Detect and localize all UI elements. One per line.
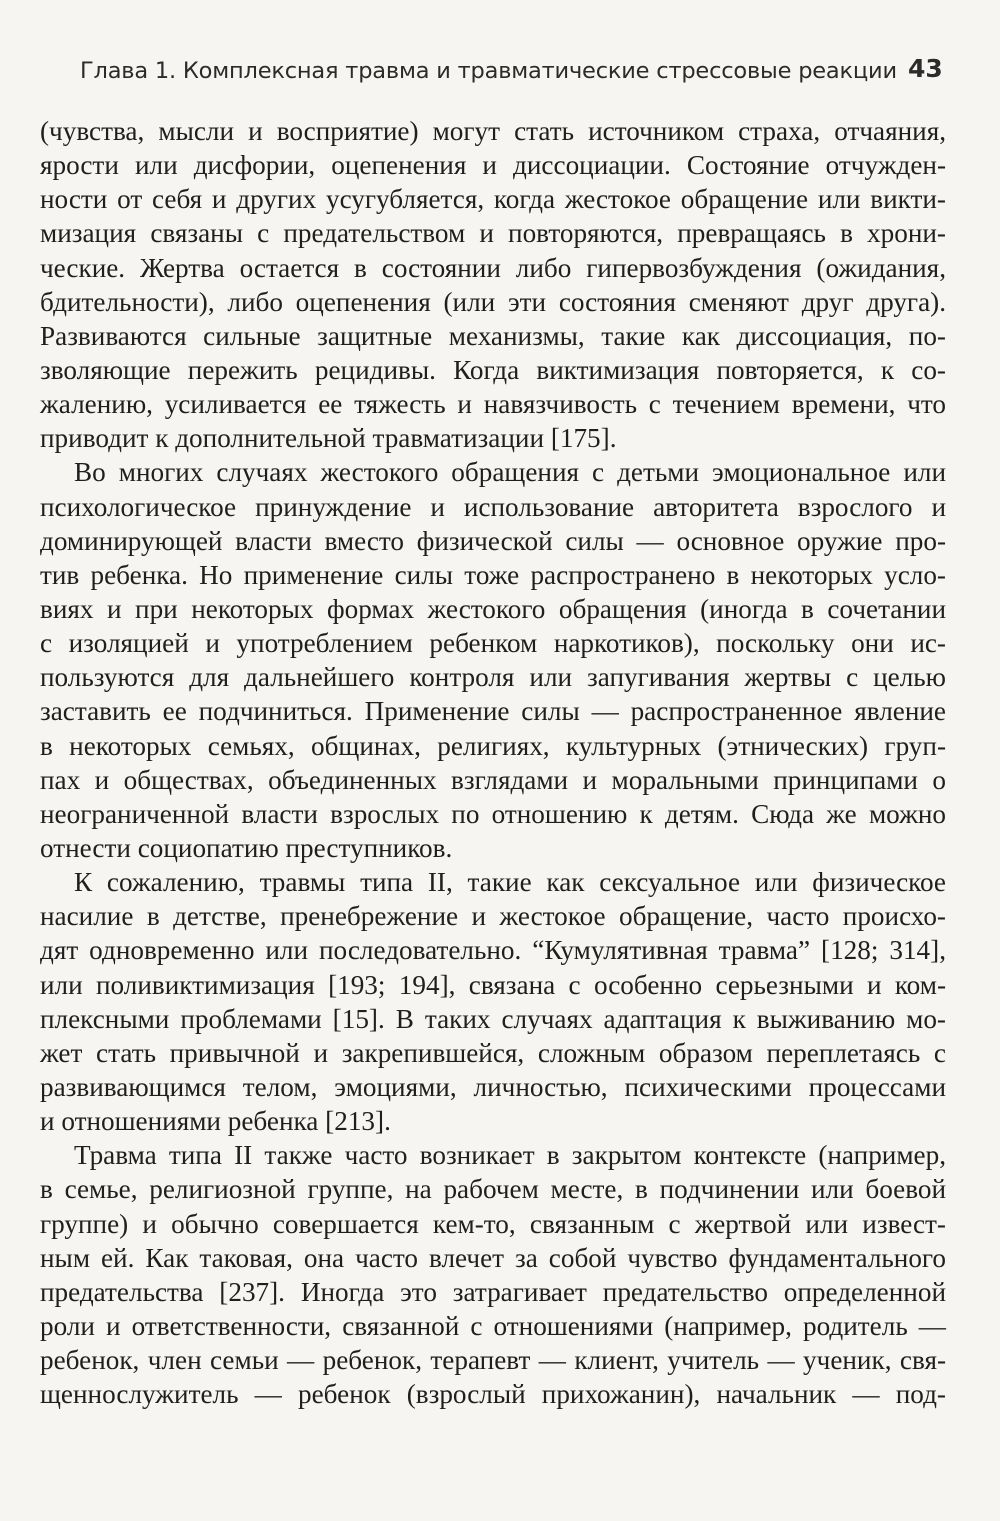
paragraph-2 [40,455,946,865]
text-line: ярости или дисфории, оцепенения и диссоциации. Состояние отчужден- [40,150,946,181]
text-line: ности от себя и других усугубляется, когда жестокое обращение или викти- [40,184,946,215]
text-line: щеннослужитель — ребенок (взрослый прихожанин), начальник — под- [40,1379,946,1410]
page-number: 43 [908,54,943,83]
text-line: дят одновременно или последовательно. “Кумулятивная травма” [128; 314], [40,935,946,966]
paragraph-3 [40,865,946,1138]
text-line: Во многих случаях жестокого обращения с детьми эмоциональное или [74,457,946,488]
text-line: с изоляцией и употреблением ребенком наркотиков), поскольку они ис- [40,628,946,659]
text-line: Травма типа II также часто возникает в закрытом контексте (например, [74,1140,946,1171]
text-line: неограниченной власти взрослых по отношению к детям. Сюда же можно [40,798,946,829]
text-line: роли и ответственности, связанной с отношениями (например, родитель — [40,1310,946,1341]
body-text [40,114,946,1411]
text-line: пользуются для дальнейшего контроля или запугивания жертвы с целью [40,662,946,693]
text-line: бдительности), либо оцепенения (или эти состояния сменяют друг друга). [40,286,946,317]
text-line: приводит к дополнительной травматизации [175]. [40,423,617,454]
text-line: насилие в детстве, пренебрежение и жестокое обращение, часто происхо- [40,901,946,932]
text-line: Развиваются сильные защитные механизмы, такие как диссоциация, по- [40,320,946,351]
text-line: тив ребенка. Но применение силы тоже распространено в некоторых усло- [40,559,946,590]
text-line: в некоторых семьях, общинах, религиях, культурных (этнических) груп- [40,730,946,761]
text-line: виях и при некоторых формах жестокого обращения (иногда в сочетании [40,593,946,624]
paragraph-1 [40,114,946,455]
text-line: плексными проблемами [15]. В таких случаях адаптация к выживанию мо- [40,1003,946,1034]
text-line: заставить ее подчиниться. Применение силы — распространенное явление [40,696,946,727]
text-line: жет стать привычной и закрепившейся, сложным образом переплетаясь с [40,1037,946,1068]
text-line: ным ей. Как таковая, она часто влечет за собой чувство фундаментального [40,1242,946,1273]
text-line: (чувства, мысли и восприятие) могут стать источником страха, отчаяния, [40,116,946,146]
text-line: пах и обществах, объединенных взглядами и моральными принципами о [40,764,946,795]
text-line: К сожалению, травмы типа II, такие как сексуальное или физическое [74,867,946,898]
text-line: предательства [237]. Иногда это затрагивает предательство определенной [40,1276,946,1307]
text-line: отнести социопатию преступников. [40,832,453,863]
text-line: доминирующей власти вместо физической силы — основное оружие про- [40,525,946,556]
text-line: ческие. Жертва остается в состоянии либо гипервозбуждения (ожидания, [40,252,946,283]
text-line: мизация связаны с предательством и повторяются, превращаясь в хрони- [40,218,946,249]
text-line: развивающимся телом, эмоциями, личностью, психическими процессами [40,1071,946,1102]
text-line: психологическое принуждение и использование авторитета взрослого и [40,491,946,522]
text-line: зволяющие пережить рецидивы. Когда виктимизация повторяется, к со- [40,354,946,385]
text-line: группе) и обычно совершается кем-то, связанным с жертвой или извест- [40,1208,946,1239]
text-line: в семье, религиозной группе, на рабочем месте, в подчинении или боевой [40,1174,946,1205]
text-line: или поливиктимизация [193; 194], связана с особенно серьезными и ком- [40,969,946,1000]
running-head-title: Глава 1. Комплексная травма и травматические стрессовые реакции [80,58,897,84]
text-line: ребенок, член семьи — ребенок, терапевт — клиент, учитель — ученик, свя- [40,1345,946,1376]
text-line: жалению, усиливается ее тяжесть и навязчивость с течением времени, что [40,389,946,420]
paragraph-4 [40,1138,946,1411]
text-line: и отношениями ребенка [213]. [40,1106,391,1137]
